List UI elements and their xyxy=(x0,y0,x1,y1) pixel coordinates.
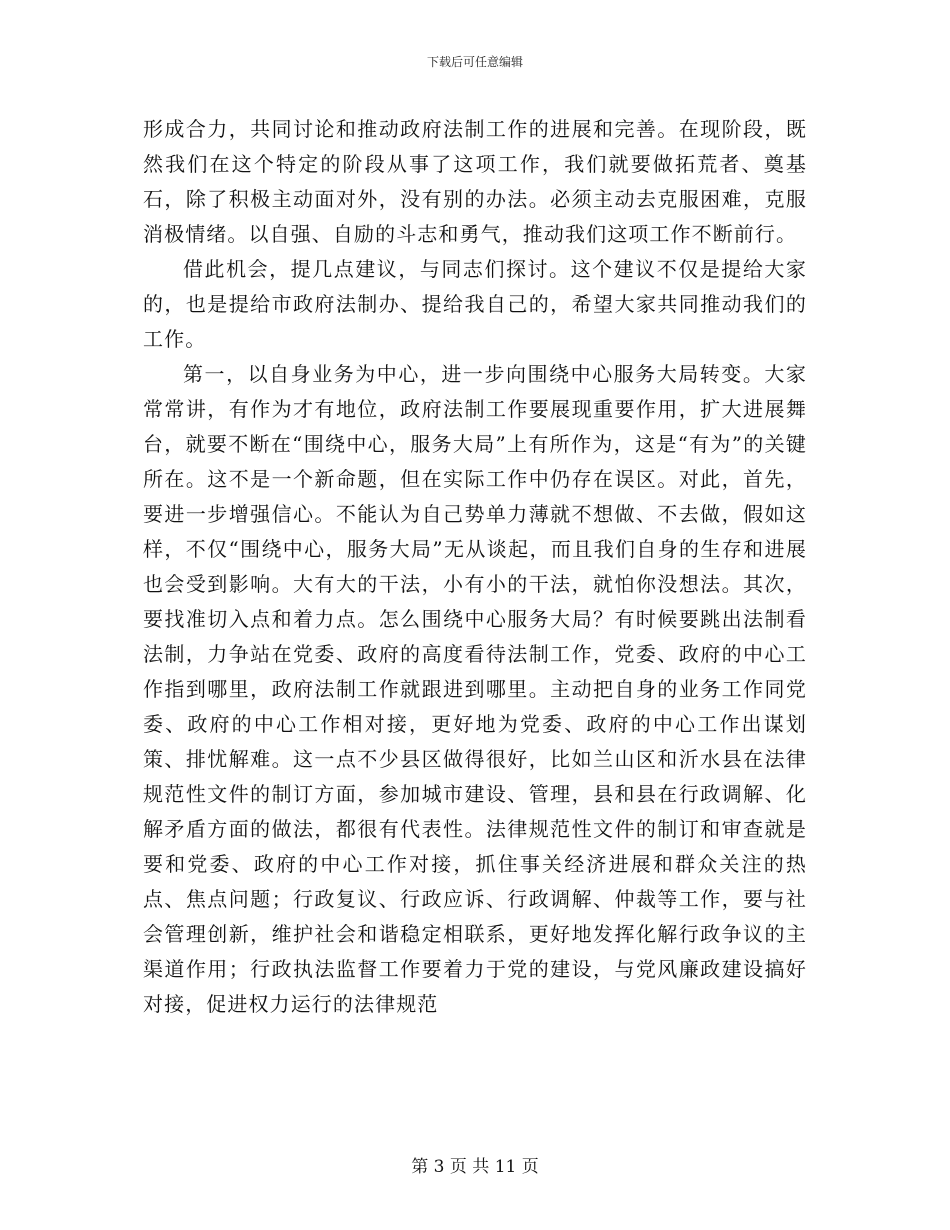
header-note: 下载后可任意编辑 xyxy=(426,55,523,69)
body-text xyxy=(143,112,807,1022)
paragraph-3: 第一，以自身业务为中心，进一步向围绕中心服务大局转变。大家常常讲，有作为才有地位，政府法制工作要展现重要作用，扩大进展舞台，就要不断在“围绕中心，服务大局”上有所作为，这是“有为”的关键所在。这不是一个新命题，但在实际工作中仍存在误区。对此，首先，要进一步增强信心。不能认为自己势单力薄就不想做、不去做，假如这样，不仅“围绕中心，服务大局”无从谈起，而且我们自身的生存和进展也会受到影响。大有大的干法，小有小的干法，就怕你没想法。其次，要找准切入点和着力点。怎么围绕中心服务大局？有时候要跳出法制看法制，力争站在党委、政府的高度看待法制工作，党委、政府的中心工作指到哪里，政府法制工作就跟进到哪里。主动把自身的业务工作同党委、政府的中心工作相对接，更好地为党委、政府的中心工作出谋划策、排忧解难。这一点不少县区做得很好，比如兰山区和沂水县在法律规范性文件的制订方面，参加城市建设、管理，县和县在行政调解、化解矛盾方面的做法，都很有代表性。法律规范性文件的制订和审查就是要和党委、政府的中心工作对接，抓住事关经济进展和群众关注的热点、焦点问题；行政复议、行政应诉、行政调解、仲裁等工作，要与社会管理创新，维护社会和谐稳定相联系，更好地发挥化解行政争议的主渠道作用；行政执法监督工作要着力于党的建设，与党风廉政建设搞好对接，促进权力运行的法律规范 xyxy=(143,362,807,1016)
paragraph-1: 形成合力，共同讨论和推动政府法制工作的进展和完善。在现阶段，既然我们在这个特定的阶段从事了这项工作，我们就要做拓荒者、奠基石，除了积极主动面对外，没有别的办法。必须主动去克服困难，克服消极情绪。以自强、自励的斗志和勇气，推动我们这项工作不断前行。 xyxy=(143,117,807,246)
page-number-text: 第 3 页 共 11 页 xyxy=(411,1157,539,1177)
paragraph-2: 借此机会，提几点建议，与同志们探讨。这个建议不仅是提给大家的，也是提给市政府法制办、提给我自己的，希望大家共同推动我们的工作。 xyxy=(143,257,807,351)
page-number-footer xyxy=(0,1156,950,1178)
